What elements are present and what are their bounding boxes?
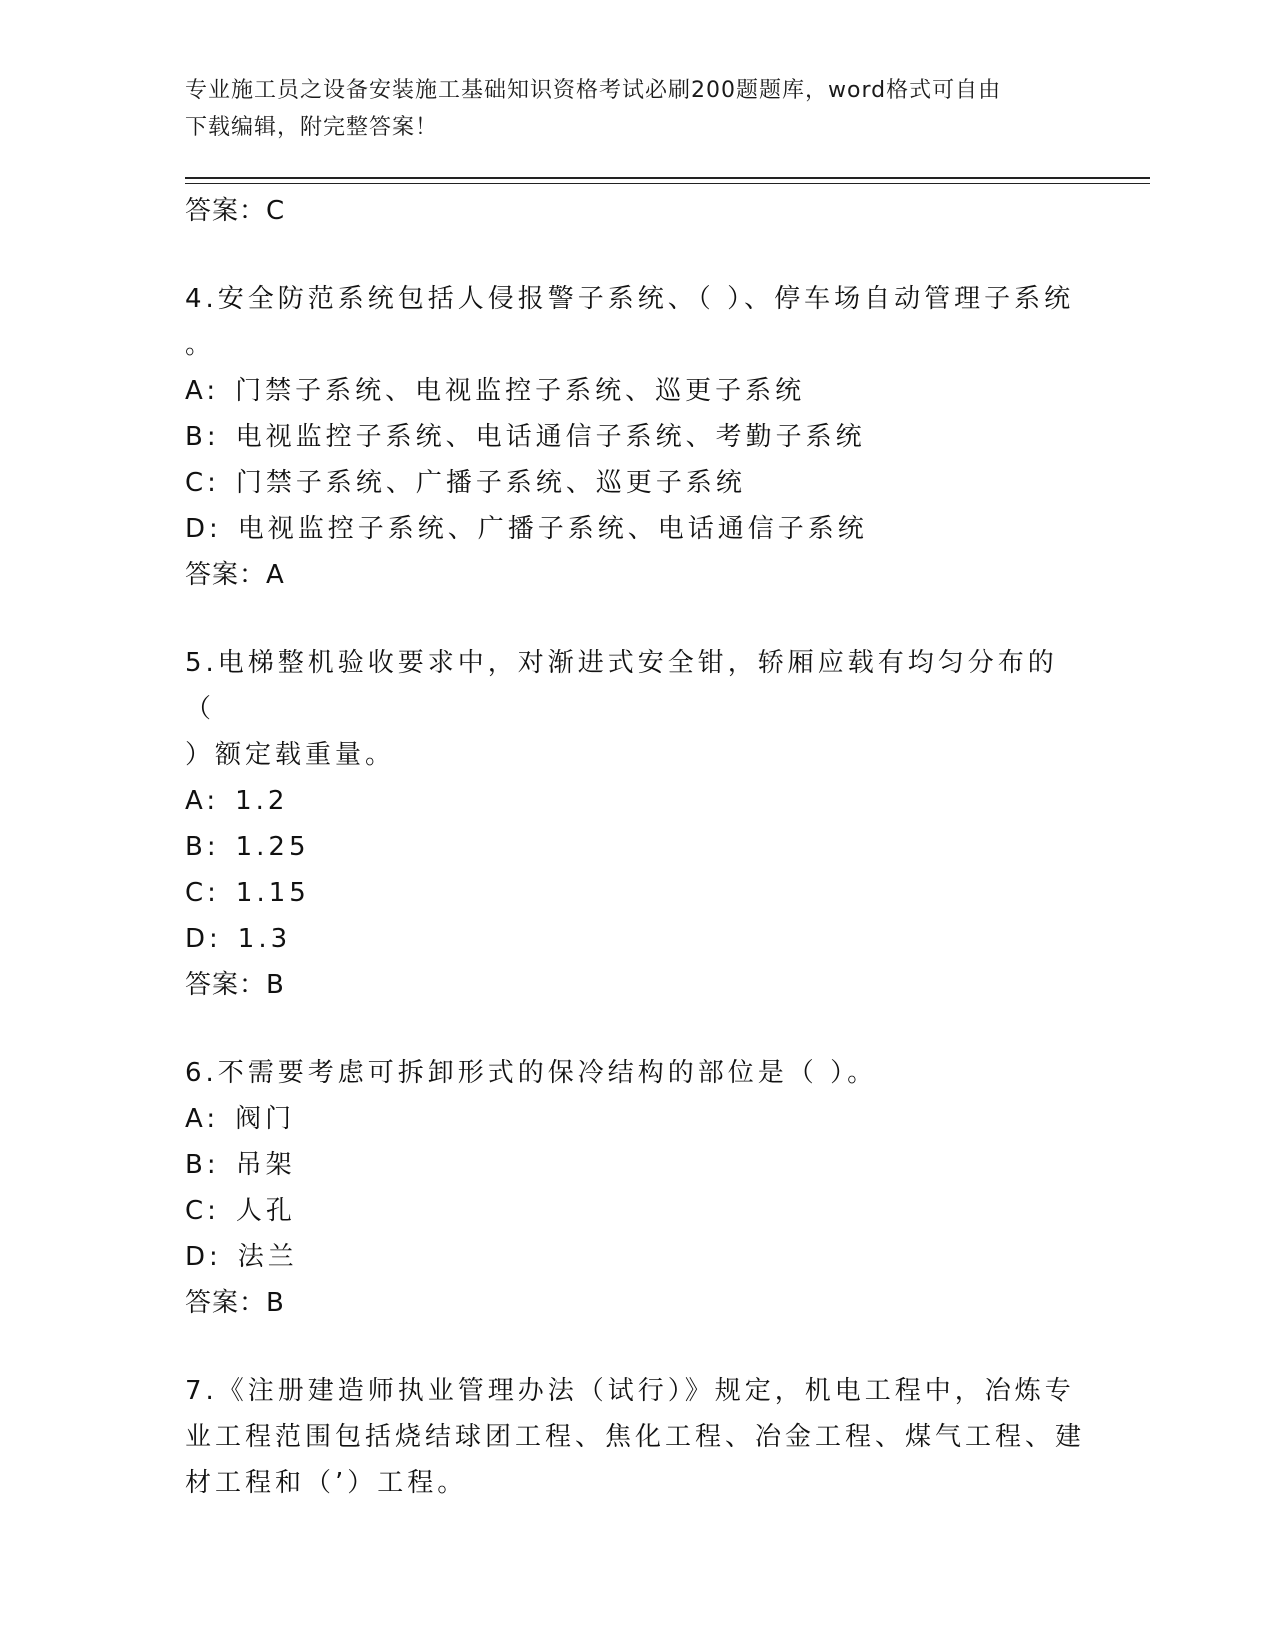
- option-a: [185, 1096, 1085, 1142]
- question-4: [185, 276, 1085, 598]
- option-text: 1.25: [235, 832, 310, 862]
- answer-label-q3: 答案：C: [185, 196, 286, 226]
- question-stem-line: 。: [185, 330, 216, 360]
- question-stem-line: 业工程范围包括烧结球团工程、焦化工程、冶金工程、煤气工程、建: [185, 1422, 1086, 1452]
- option-c: [185, 870, 1085, 916]
- question-stem-line: ）额定载重量。: [185, 740, 396, 770]
- option-d: [185, 916, 1085, 962]
- option-b: [185, 414, 1085, 460]
- answer-label: 答案：A: [185, 560, 285, 590]
- header-rule-thin: [185, 183, 1150, 184]
- header-line-2: 下载编辑，附完整答案！: [185, 115, 439, 140]
- option-letter: A:: [185, 786, 220, 816]
- header-line-1: 专业施工员之设备安装施工基础知识资格考试必刷200题题库，word格式可自由: [185, 78, 1002, 103]
- option-text: 1.3: [237, 924, 292, 954]
- answer-label: 答案：B: [185, 970, 285, 1000]
- question-6: [185, 1050, 1085, 1326]
- question-stem-line: 7.《注册建造师执业管理办法（试行）》规定，机电工程中，冶炼专: [185, 1376, 1075, 1406]
- option-a: [185, 368, 1085, 414]
- option-text: 吊架: [235, 1150, 296, 1180]
- option-letter: B:: [185, 832, 220, 862]
- question-stem-line: 6.不需要考虑可拆卸形式的保冷结构的部位是（ ）。: [185, 1058, 878, 1088]
- option-letter: C:: [185, 878, 220, 908]
- option-text: 阀门: [235, 1104, 296, 1134]
- option-text: 1.2: [235, 786, 289, 816]
- question-7: [185, 1368, 1085, 1506]
- option-b: [185, 824, 1085, 870]
- option-text: 门禁子系统、广播子系统、巡更子系统: [235, 468, 746, 498]
- question-stem-line: 4.安全防范系统包括人侵报警子系统、（ ）、停车场自动管理子系统: [185, 284, 1075, 314]
- option-text: 人孔: [235, 1196, 296, 1226]
- option-letter: D:: [185, 924, 222, 954]
- option-letter: D:: [185, 1242, 222, 1272]
- option-letter: B:: [185, 422, 220, 452]
- option-text: 电视监控子系统、广播子系统、电话通信子系统: [237, 514, 868, 544]
- option-text: 1.15: [235, 878, 310, 908]
- option-letter: C:: [185, 468, 220, 498]
- option-text: 门禁子系统、电视监控子系统、巡更子系统: [235, 376, 806, 406]
- option-d: [185, 506, 1085, 552]
- option-letter: D:: [185, 514, 222, 544]
- question-stem-line: 5.电梯整机验收要求中，对渐进式安全钳，轿厢应载有均匀分布的（: [185, 648, 1058, 724]
- option-text: 法兰: [237, 1242, 298, 1272]
- question-5: [185, 640, 1085, 1008]
- option-c: [185, 1188, 1085, 1234]
- option-b: [185, 1142, 1085, 1188]
- option-a: [185, 778, 1085, 824]
- option-letter: A:: [185, 376, 220, 406]
- option-letter: C:: [185, 1196, 220, 1226]
- option-c: [185, 460, 1085, 506]
- option-letter: A:: [185, 1104, 220, 1134]
- question-stem-line: 材工程和（’）工程。: [185, 1468, 468, 1498]
- page-header: [185, 72, 1065, 146]
- answer-label: 答案：B: [185, 1288, 285, 1318]
- option-d: [185, 1234, 1085, 1280]
- option-text: 电视监控子系统、电话通信子系统、考勤子系统: [235, 422, 866, 452]
- option-letter: B:: [185, 1150, 220, 1180]
- header-rule-thick: [185, 177, 1150, 179]
- question-list: [185, 188, 1085, 1506]
